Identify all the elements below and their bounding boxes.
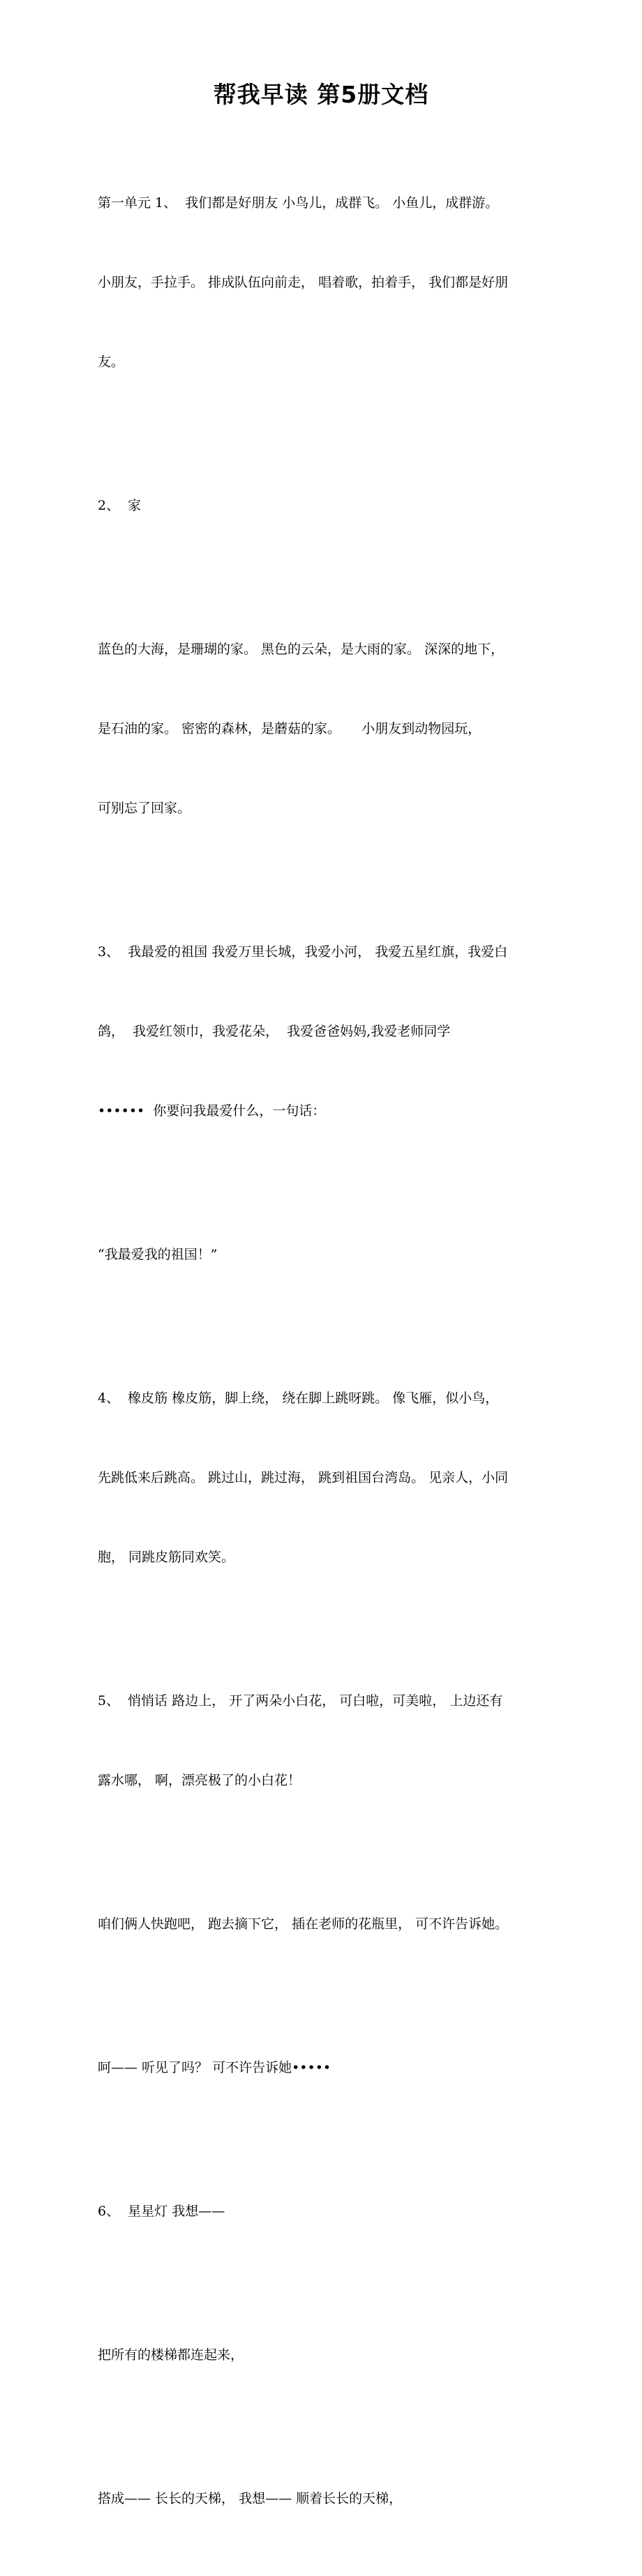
text-line: 可别忘了回家。 — [98, 801, 191, 816]
text-line: 咱们俩人快跑吧， 跑去摘下它， 插在老师的花瓶里， 可不许告诉她。 — [98, 1916, 509, 1932]
text-line: 蓝色的大海，是珊瑚的家。 黑色的云朵，是大雨的家。 深深的地下， — [98, 642, 505, 657]
paragraph — [98, 2432, 548, 2565]
text-line: 露水哪， 啊，漂亮极了的小白花！ — [98, 1773, 301, 1788]
text-line: 2、 家 — [98, 498, 142, 513]
paragraph — [98, 2001, 548, 2134]
text-line: •••••• 你要问我最爱什么，一句话： — [98, 1103, 326, 1119]
text-line: 胞， 同跳皮筋同欢笑。 — [98, 1550, 235, 1565]
text-line: 4、 橡皮筋 橡皮筋，脚上绕， 绕在脚上跳呀跳。 像飞雁，似小鸟， — [98, 1391, 499, 1406]
text-line: 把所有的楼梯都连起来， — [98, 2347, 244, 2363]
paragraph — [98, 1635, 548, 1847]
document-title: 帮我早读 第5册文档 — [213, 81, 429, 108]
text-line: 5、 悄悄话 路边上， 开了两朵小白花， 可白啦，可美啦， 上边还有 — [98, 1693, 503, 1709]
paragraph — [98, 137, 548, 428]
paragraph — [98, 2289, 548, 2421]
text-line: 友。 — [98, 354, 125, 370]
paragraph — [98, 583, 548, 874]
text-line: 搭成—— 长长的天梯， 我想—— 顺着长长的天梯， — [98, 2491, 403, 2506]
paragraph — [98, 2145, 548, 2278]
text-line: 小朋友，手拉手。 排成队伍向前走， 唱着歌，拍着手， 我们都是好朋 — [98, 275, 509, 290]
text-line: 第一单元 1、 我们都是好朋友 小鸟儿，成群飞。 小鱼儿，成群游。 — [98, 195, 499, 211]
text-line: 6、 星星灯 我想—— — [98, 2204, 225, 2219]
text-line: 鸽， 我爱红领巾，我爱花朵， 我爱爸爸妈妈,我爱老师同学 — [98, 1024, 451, 1039]
paragraph — [98, 1332, 548, 1623]
paragraph — [98, 886, 548, 1177]
text-line: “我最爱我的祖国！” — [98, 1247, 218, 1262]
document-body — [98, 137, 548, 2576]
text-line: 呵—— 听见了吗？ 可不许告诉她••••• — [98, 2060, 331, 2075]
text-line: 是石油的家。 密密的森林，是蘑菇的家。 小朋友到动物园玩， — [98, 721, 482, 736]
text-line: 3、 我最爱的祖国 我爱万里长城，我爱小河， 我爱五星红旗，我爱白 — [98, 944, 508, 960]
paragraph — [98, 1858, 548, 1990]
paragraph — [98, 439, 548, 572]
text-line: 先跳低来后跳高。 跳过山，跳过海， 跳到祖国台湾岛。 见亲人，小同 — [98, 1470, 509, 1485]
paragraph — [98, 1188, 548, 1321]
